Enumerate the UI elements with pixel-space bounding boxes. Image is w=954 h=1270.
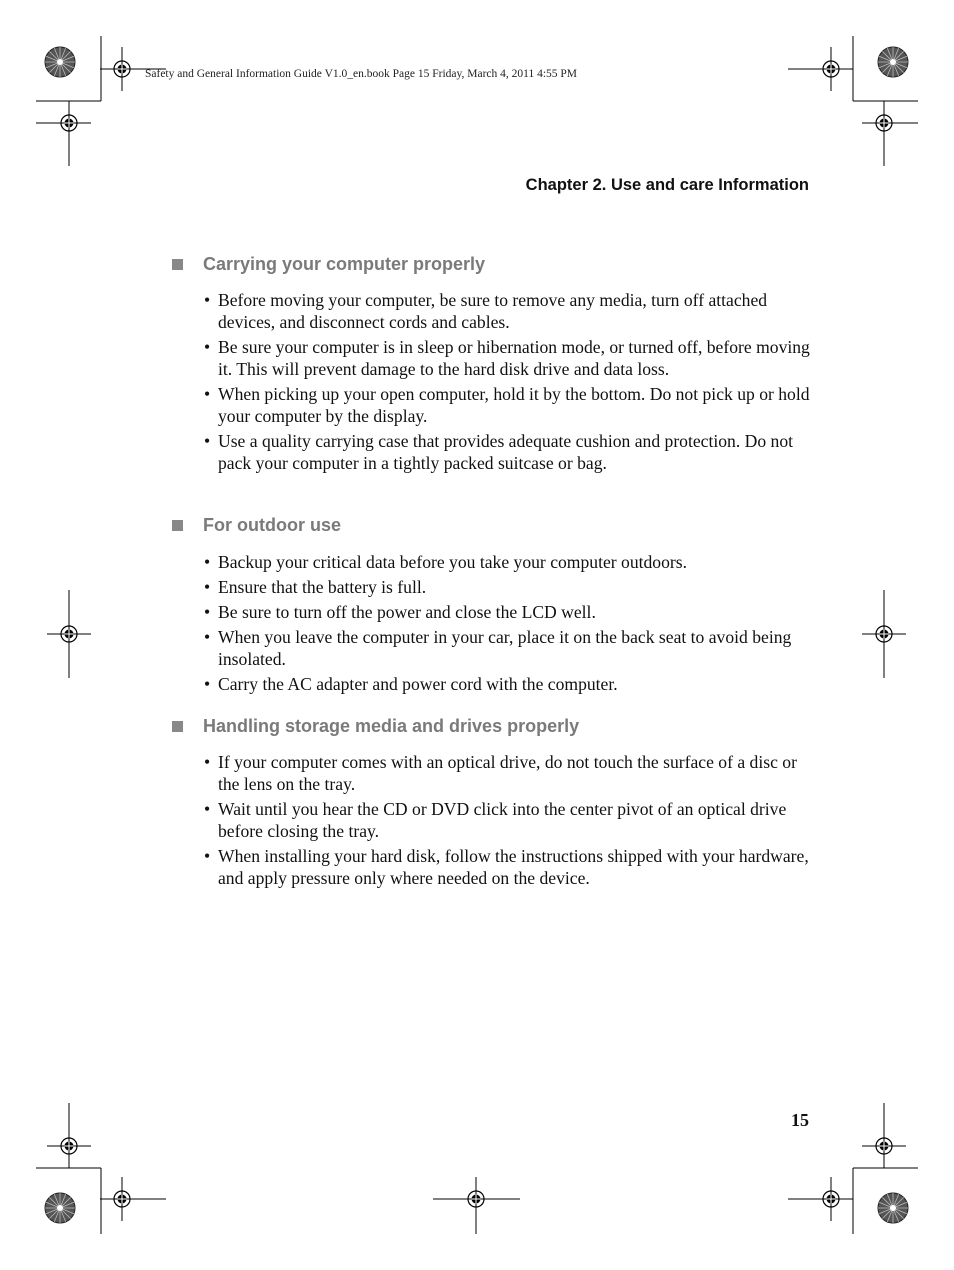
list-item: • Be sure your computer is in sleep or hibernation mode, or turned off, before moving it. This will prevent damage to the hard disk drive and data loss.: [204, 337, 810, 379]
section-outdoor: [0, 515, 954, 694]
list-item: • When installing your hard disk, follow the instructions shipped with your hardware, and apply pressure only where needed on the device.: [204, 846, 809, 888]
bullet-list: [204, 551, 810, 698]
page-number: 15: [791, 1110, 809, 1130]
book-slug: Safety and General Information Guide V1.0_en.book Page 15 Friday, March 4, 2011 4:55 PM: [145, 68, 578, 80]
section-carrying: [0, 254, 954, 473]
list-item: • When you leave the computer in your car, place it on the back seat to avoid being insolated.: [204, 627, 792, 669]
list-item: • Carry the AC adapter and power cord with the computer.: [204, 674, 618, 694]
section-title: For outdoor use: [203, 515, 341, 535]
bullet-dot-icon: •: [204, 577, 211, 597]
bullet-dot-icon: •: [204, 431, 211, 451]
list-item: • When picking up your open computer, hold it by the bottom. Do not pick up or hold your computer by the display.: [204, 384, 810, 426]
bullet-dot-icon: •: [204, 799, 211, 819]
section-title: Carrying your computer properly: [203, 254, 486, 274]
list-item: • Use a quality carrying case that provides adequate cushion and protection. Do not pack your computer in a tightly packed suitcase or bag.: [204, 431, 794, 473]
section-storage: [0, 716, 954, 888]
bullet-dot-icon: •: [204, 602, 211, 622]
bullet-dot-icon: •: [204, 384, 211, 404]
section-heading: [0, 716, 954, 740]
section-heading: [0, 254, 954, 278]
list-item: • Before moving your computer, be sure to remove any media, turn off attached devices, and disconnect cords and cables.: [204, 290, 768, 332]
section-title: Handling storage media and drives properly: [203, 716, 580, 736]
list-item: • Backup your critical data before you take your computer outdoors.: [204, 552, 688, 572]
section-heading: [0, 515, 954, 539]
bullet-list: [204, 289, 810, 477]
list-item: • If your computer comes with an optical drive, do not touch the surface of a disc or the lens on the tray.: [204, 752, 797, 794]
chapter-title: Chapter 2. Use and care Information: [525, 176, 809, 194]
list-item: • Be sure to turn off the power and close the LCD well.: [204, 602, 596, 622]
square-bullet-icon: [172, 520, 183, 531]
bullet-dot-icon: •: [204, 752, 211, 772]
bullet-dot-icon: •: [204, 627, 211, 647]
bullet-dot-icon: •: [204, 290, 211, 310]
bullet-dot-icon: •: [204, 674, 211, 694]
list-item: • Ensure that the battery is full.: [204, 577, 427, 597]
square-bullet-icon: [172, 721, 183, 732]
bullet-dot-icon: •: [204, 552, 211, 572]
bullet-list: [204, 751, 810, 892]
list-item: • Wait until you hear the CD or DVD click into the center pivot of an optical drive before closing the tray.: [204, 799, 787, 841]
square-bullet-icon: [172, 259, 183, 270]
bullet-dot-icon: •: [204, 846, 211, 866]
bullet-dot-icon: •: [204, 337, 211, 357]
